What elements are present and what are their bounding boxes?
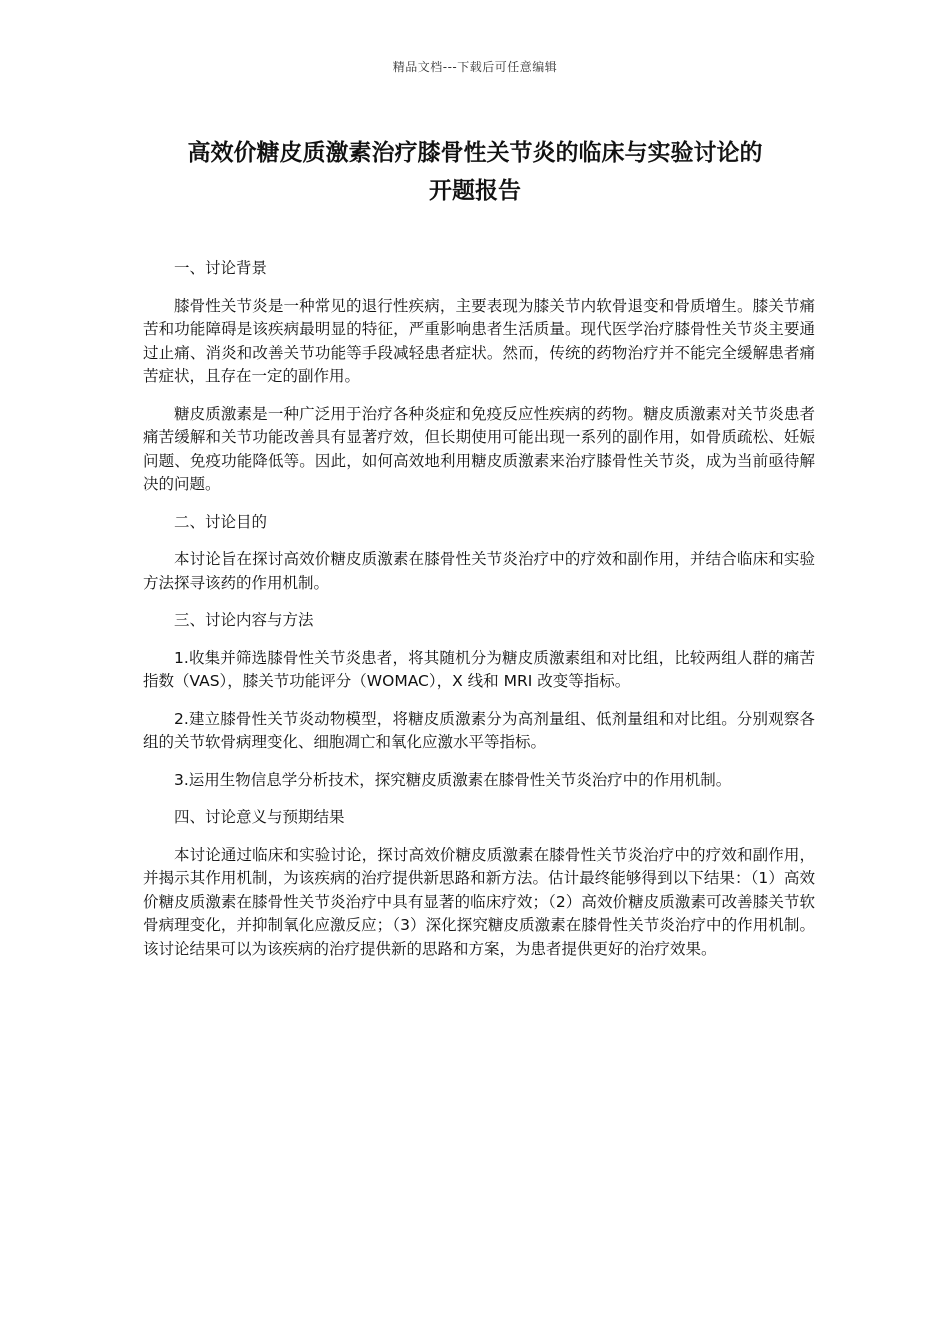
page-header: 精品文档---下载后可任意编辑 (392, 60, 558, 74)
paragraph-background-2: 糖皮质激素是一种广泛用于治疗各种炎症和免疫反应性疾病的药物。糖皮质激素对关节炎患者痛苦缓解和关节功能改善具有显著疗效，但长期使用可能出现一系列的副作用，如骨质疏松、妊娠问题、免疫功能降低等。因此，如何高效地利用糖皮质激素来治疗膝骨性关节炎，成为当前亟待解决的问题。 (143, 404, 815, 493)
document-title (140, 134, 810, 210)
section-heading-methods: 三、讨论内容与方法 (174, 611, 314, 629)
paragraph-method-2: 2.建立膝骨性关节炎动物模型，将糖皮质激素分为高剂量组、低剂量组和对比组。分别观察各组的关节软骨病理变化、细胞凋亡和氧化应激水平等指标。 (143, 709, 815, 751)
section-heading-significance: 四、讨论意义与预期结果 (174, 808, 345, 826)
section-heading-background: 一、讨论背景 (174, 259, 268, 277)
document-body (143, 257, 815, 975)
paragraph-significance: 本讨论通过临床和实验讨论，探讨高效价糖皮质激素在膝骨性关节炎治疗中的疗效和副作用，并揭示其作用机制，为该疾病的治疗提供新思路和新方法。估计最终能够得到以下结果：（1）高效价糖皮质激素在膝骨性关节炎治疗中具有显著的临床疗效；（2）高效价糖皮质激素可改善膝关节软骨病理变化，并抑制氧化应激反应；（3）深化探究糖皮质激素在膝骨性关节炎治疗中的作用机制。该讨论结果可以为该疾病的治疗提供新的思路和方案，为患者提供更好的治疗效果。 (143, 845, 815, 958)
section-heading-purpose: 二、讨论目的 (174, 512, 268, 531)
paragraph-method-3: 3.运用生物信息学分析技术，探究糖皮质激素在膝骨性关节炎治疗中的作用机制。 (174, 770, 732, 789)
title-line-1: 高效价糖皮质激素治疗膝骨性关节炎的临床与实验讨论的 (187, 140, 763, 166)
paragraph-purpose: 本讨论旨在探讨高效价糖皮质激素在膝骨性关节炎治疗中的疗效和副作用，并结合临床和实验方法探寻该药的作用机制。 (143, 550, 815, 592)
paragraph-background-1: 膝骨性关节炎是一种常见的退行性疾病，主要表现为膝关节内软骨退变和骨质增生。膝关节痛苦和功能障碍是该疾病最明显的特征，严重影响患者生活质量。现代医学治疗膝骨性关节炎主要通过止痛、消炎和改善关节功能等手段减轻患者症状。然而，传统的药物治疗并不能完全缓解患者痛苦症状，且存在一定的副作用。 (143, 296, 815, 385)
paragraph-method-1: 1.收集并筛选膝骨性关节炎患者，将其随机分为糖皮质激素组和对比组，比较两组人群的痛苦指数（VAS），膝关节功能评分（WOMAC），X 线和 MRI 改变等指标。 (143, 648, 815, 690)
title-line-2: 开题报告 (429, 178, 521, 204)
